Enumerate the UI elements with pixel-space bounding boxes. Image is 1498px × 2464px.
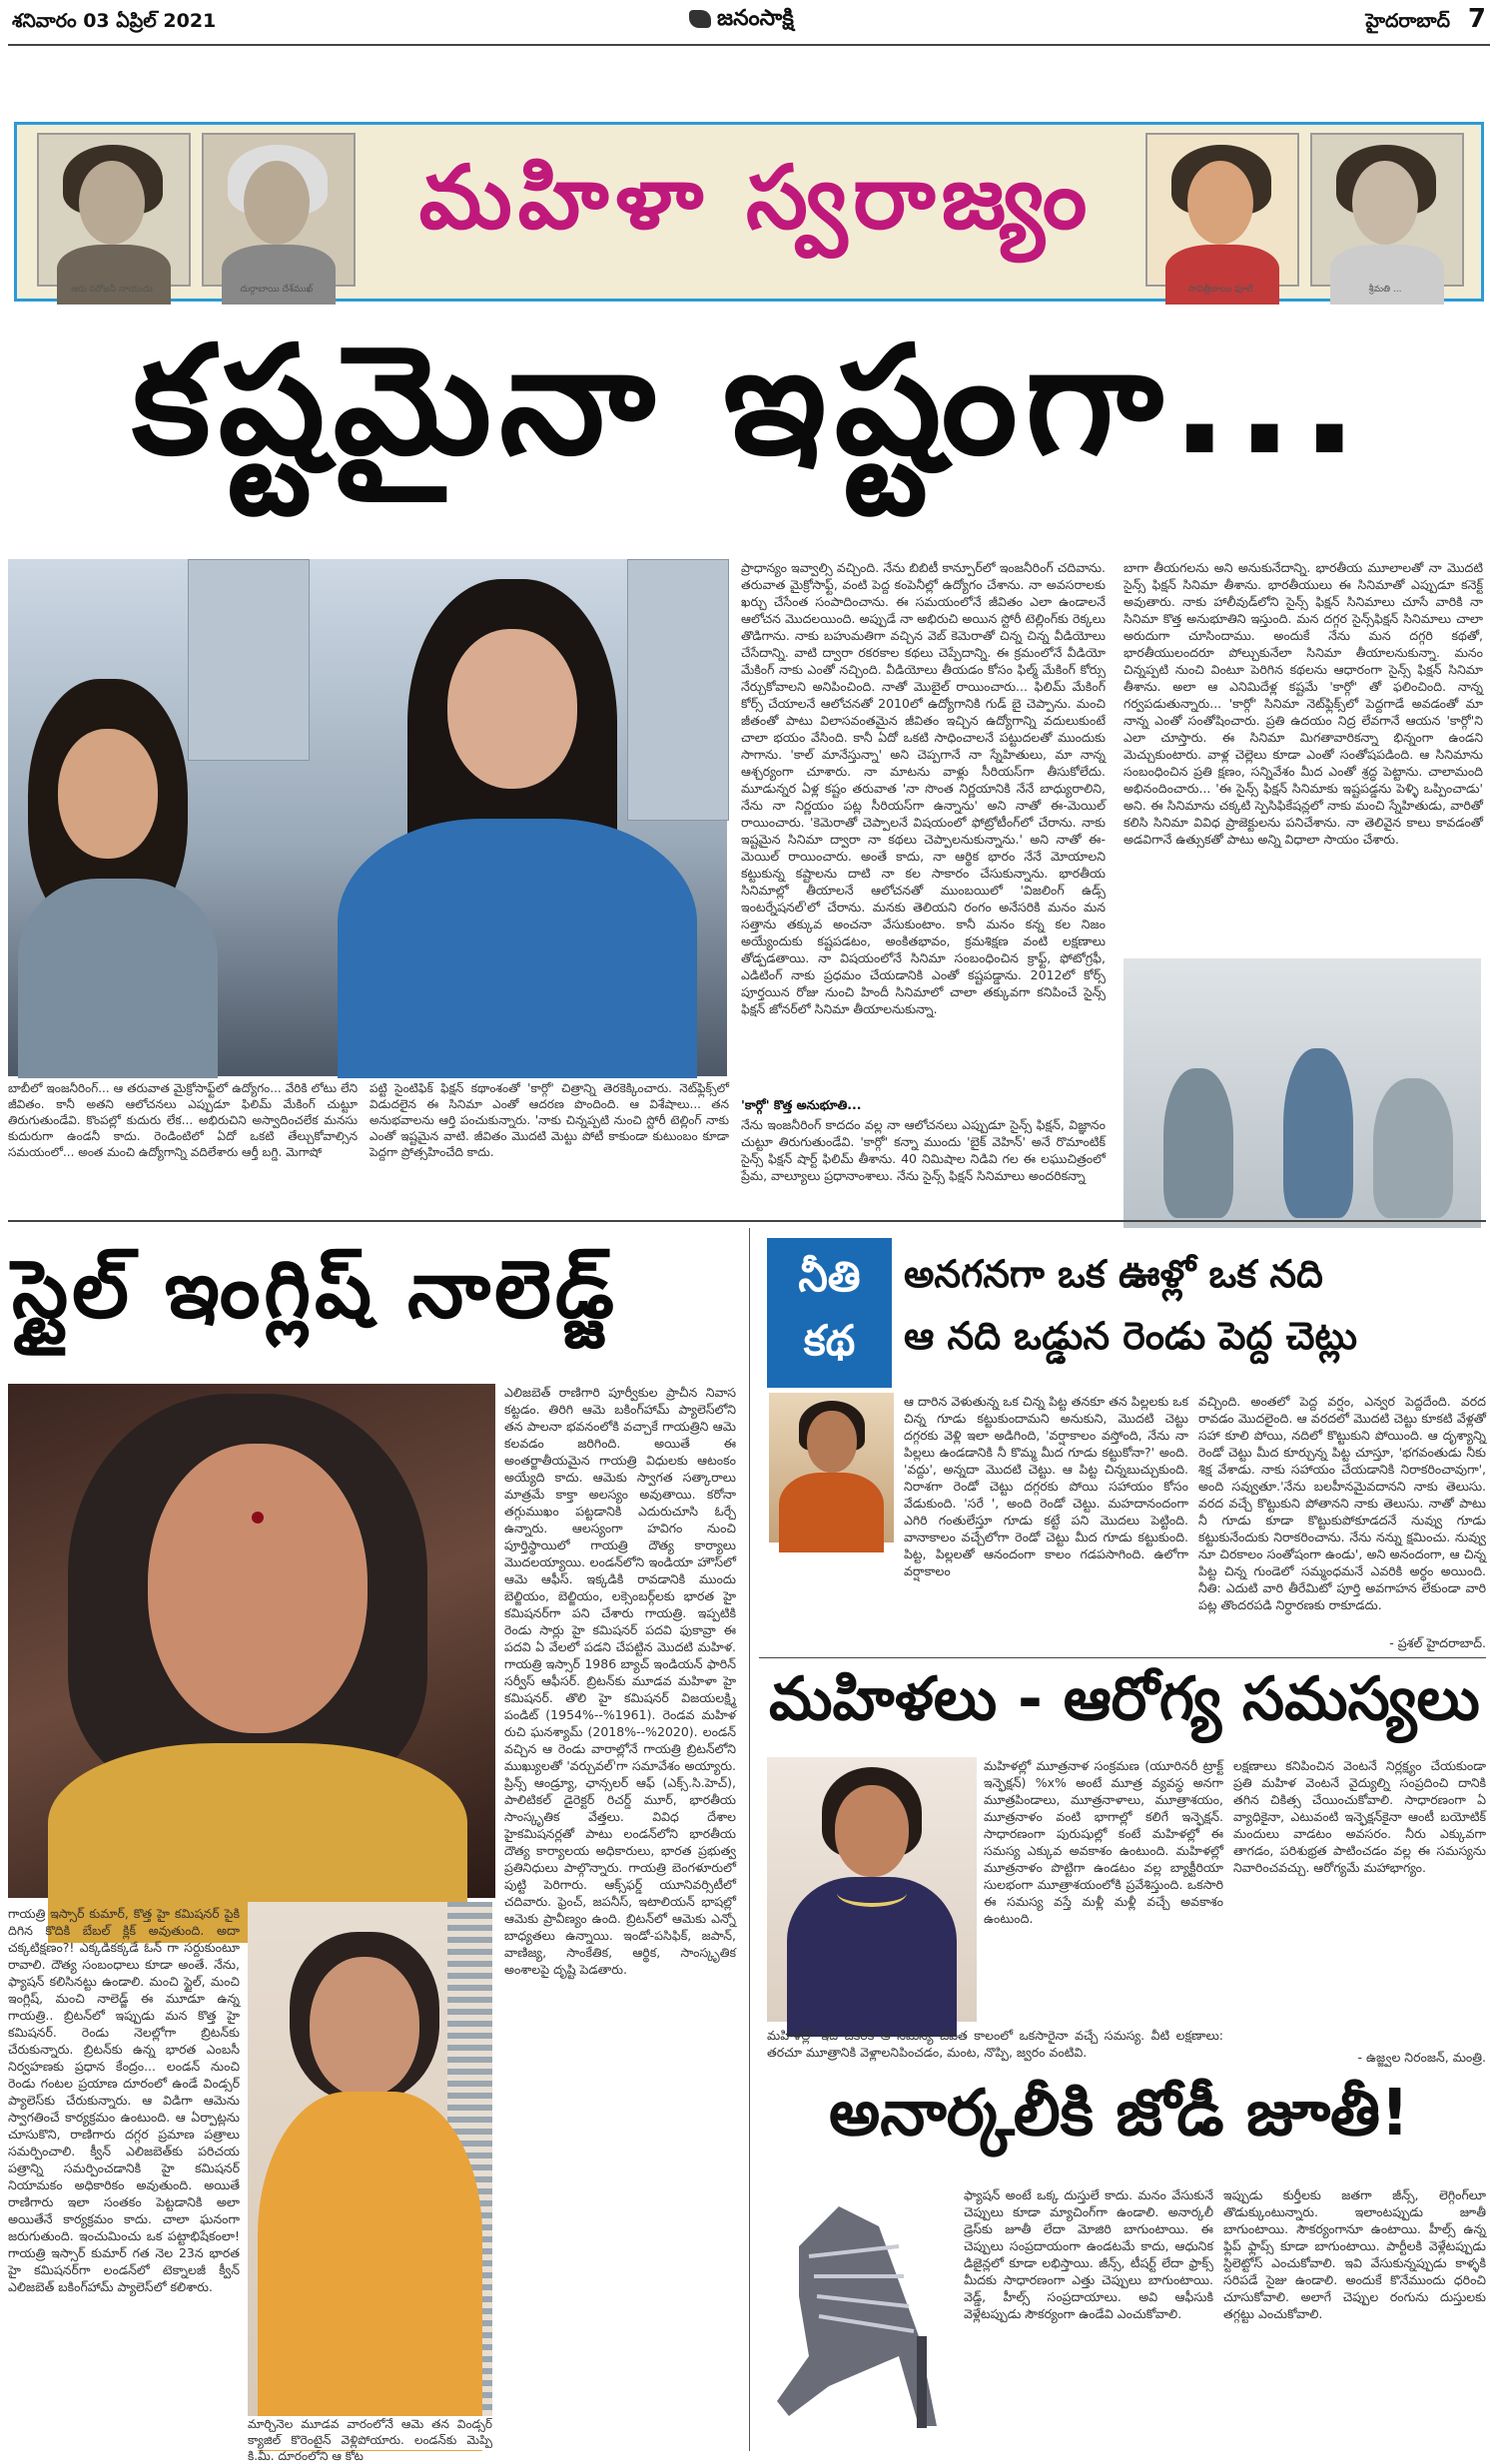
headline-line-2: ఆ నది ఒడ్డున రెండు పెద్ద చెట్లు: [904, 1314, 1357, 1358]
story3-credit: - ప్రశల్ హైదరాబాద్.: [1389, 1635, 1486, 1650]
story4-author-photo: [767, 1757, 977, 2022]
story4-column-2: మహిళల్లో ఇది ఒకరికి ఆ సమస్య జీవిత కాలంలో ఒకసారైనా వచ్చే సమస్య. వీటి లక్షణాలు: తరచూ మూత్రానికి వెళ్లాలనిపించడం, మంట, నొప్పి, జ్వరం వంటివి.: [767, 2028, 1223, 2060]
label-bottom: కథ: [803, 1316, 856, 1365]
pen-nib-icon: [689, 10, 711, 28]
banner-portrait: [1310, 133, 1464, 287]
edition-city: హైదరాబాద్: [1365, 10, 1450, 32]
page-number: 7: [1467, 4, 1486, 34]
story2-photo-2: [248, 1902, 492, 2446]
story2-photo: [8, 1384, 495, 1898]
story5-column-1: ఫ్యాషన్ అంటే ఒక్క దుస్తులే కాదు. మనం వేసుకునే చెప్పులు కూడా మ్యాచింగ్‌గా ఉండాలి. అనార్కలీ డ్రెస్‌కు జూతీ లేదా మోజిరి బాగుంటాయి. ఈ చెప్పులు సంప్రదాయంగా ఉండటమే కాదు, ఆధునిక డిజైన్లలో కూడా లభిస్తాయి. జీన్స్, టీషర్ట్ లేదా ఫ్రాక్స్ మీదకు సాధారణంగా ఎత్తు చెప్పులు బాగుంటాయి. వెడ్డ్, హీల్స్ సంప్రదాయాలు. అవి ఆఫీసుకి వెళ్లేటప్పుడు సౌకర్యంగా ఉండేవి ఎంచుకోవాలి.: [964, 2187, 1213, 2321]
niti-katha-label: [767, 1238, 892, 1388]
label-top: నీతి: [798, 1252, 861, 1301]
section-rule: [759, 1657, 1486, 1658]
story5-shoe-photo: [769, 2186, 957, 2446]
story2-body: ఎలిజబెత్ రాణిగారి పూర్వీకుల ప్రాచీన నివాస కట్టడం. తిరిగి ఆమె బకింగ్‌హామ్ ప్యాలెస్‌లోని తన పాలనా భవనంలోకి వచ్చాకే గాయత్రిని ఆమె కలవడం జరిగింది. అయితే ఈ అంతర్జాతీయమైన గాయత్రి విధులకు ఆటంకం అయ్యేది కాదు. ఆమెకు స్వాగత సత్కారాలు మాత్రమే కాక్తా అలస్యం అవుతాయి. కరోనా తగ్గుముఖం పట్టడానికి ఎదురుచూసి ఓర్చే ఉన్నారు. ఆలస్యంగా హవిగం నుంచి పూర్తిస్థాయిలో గాయత్రి దౌత్య కార్యాలు మొదలయ్యాయి. లండన్‌లోని ఇండియా హౌస్‌లో ఆమె ఆఫీస్. ఇక్కడికి రావడానికి ముందు బెల్జియం, బెల్జియం, లక్సెంబర్గ్‌లకు భారత హై కమిషనర్‌గా పని చేశారు గాయత్రి. ఇప్పటికి రెండు సార్లు హై కమిషనర్ పదవి ఫుకావ్రా ఈ పదవి ఏ వేలలో పడని చేపట్టిన మొదటి మహిళ. గాయత్రి ఇస్సార్ 1986 బ్యాచ్ ఇండియన్ ఫారిన్ సర్వీస్ ఆఫీసర్. బ్రిటన్‌కు మూడవ మహిళా హై కమిషనర్. తొలి హై కమిషనర్ విజయలక్ష్మి పండిట్ (1954%--%1961). రెండవ మహిళ రుచి ఘనశ్యామ్ (2018%--%2020). లండన్ వచ్చిన ఆ రెండు వారాల్లోనే గాయత్రి బ్రిటన్‌లోని ముఖ్యులతో 'వర్చువల్'గా సమావేశం అయ్యారు. ప్రిన్స్ ఆండ్ర్యూ, ఛాన్సలర్ ఆఫ్ (ఎక్స్.సి.హెచ్), పాలిటికల్ డైరెక్టర్ రిచర్డ్ మూర్, భారతీయ సాంస్కృతిక వేత్తలు. వివిధ దేశాల హైకమిషనర్లతో పాటు లండన్‌లోని భారతీయ దౌత్య కార్యాలయ అధికారులు, భారత ప్రభుత్వ ప్రతినిధులు పాల్గొన్నారు. గాయత్రి బెంగళూరులో పుట్టి పెరిగారు. ఆక్స్‌ఫర్డ్ యూనివర్సిటీలో చదివారు. ఫ్రెంచ్, జపనీస్, ఇటాలియన్ భాషల్లో ఆమెకు ప్రావీణ్యం ఉంది. బ్రిటన్‌లో ఆమెకు ఎన్నో బాధ్యతలు ఉన్నాయి. ఇండో-పసిఫిక్, జపాన్, వాణిజ్య, సాంకేతిక, ఆర్థిక, సాంస్కృతిక అంశాలపై దృష్టి పెడతారు.: [504, 1385, 736, 1977]
high-heel-icon: [769, 2186, 957, 2446]
story1-intro: పట్టి సైంటిఫిక్ ఫిక్షన్ కథాంశంతో 'కార్గో' చిత్రాన్ని తెరకెక్కించారు. నెట్‌ఫ్లిక్స్‌లో విడుదలైన ఈ సినిమా ఎంతో ఆదరణ పొందింది. ఆ విశేషాలు... తన అనుభవాలను ఆర్తి పంచుకున్నారు. 'నాకు చిన్నప్పటి నుంచి స్టోరీ టెల్లింగ్ నాకు ఎంతో ఇష్టమైన వాటి. జీవితం మొదటి మెట్టు పోటీ కాకుండా కుటుంబం కూడా పెద్దగా ప్రోత్సహించేది కాదు.: [370, 1081, 729, 1159]
story2-headline: స్టైల్ ఇంగ్లిష్ నాలెడ్జ్: [12, 1243, 618, 1336]
story1-subhead: 'కార్గో' కొత్త అనుభూతి...: [741, 1097, 862, 1112]
portrait-caption: దుర్గాబాయి దేశ్‌ముఖ్: [240, 285, 314, 295]
story3-author-photo: [769, 1393, 894, 1542]
banner-portrait: [37, 133, 191, 287]
story4-column-3: లక్షణాలు కనిపించిన వెంటనే నిర్లక్ష్యం చేయకుండా ప్రతి మహిళ వెంటనే వైద్యుల్ని సంప్రదించి దానికి తగిన చికిత్స చేయించుకోవాలి. సాధారణంగా ఏ వ్యాధికైనా, ఎటువంటి ఇన్ఫెక్షన్‌కైనా ఆంటీ బయోటిక్ మందులు వాడటం అవసరం. నీరు ఎక్కువగా తాగడం, పరిశుభ్రత పాటించడం వల్ల ఈ సమస్యను నివారించవచ్చు. ఆరోగ్యమే మహాభాగ్యం.: [1233, 1758, 1486, 1875]
banner-portrait: [1145, 133, 1299, 287]
story1-headline: కష్టమైనా ఇష్టంగా...: [132, 314, 1366, 488]
story2-photo-2-caption: మార్చినెల మూడవ వారంలోనే ఆమె తన విండ్సర్ క్యాజిల్ కొరెంటైన్ వెళ్లిపోయారు. లండన్‌కు మెప్పి కి.మీ. దూరంలోని ఆ కోట: [248, 2417, 492, 2463]
story1-column-1-tail: నేను ఇంజనీరింగ్ కాదదం వల్ల నా ఆలోచనలు ఎప్పుడూ సైన్స్ ఫిక్షన్, విజ్ఞానం చుట్టూ తిరుగుతుండేవి. 'కార్గో' కన్నా ముందు 'బైక్ వెహిన్' అనే రొమాంటిక్ సైన్స్ ఫిక్షన్ షార్ట్ ఫిలిమ్ తీశాను. 40 నిమిషాల నిడివి గల ఈ లఘుచిత్రంలో ప్రేమ, వాల్యూలు ప్రధానాంశాలు. నేను సైన్స్ ఫిక్షన్ సినిమాలు అందరికన్నా: [741, 1117, 1106, 1183]
header-rule: [8, 44, 1490, 46]
section-rule: [8, 1220, 1486, 1222]
story4-headline: మహిళలు - ఆరోగ్య సమస్యలు: [769, 1664, 1480, 1734]
story2-photo-caption: గాయత్రి ఇస్సార్ కుమార్, కొత్త హై కమిషనర్ పైకి దిగిన కొదికి బేబల్ క్లిక్ అవుతుంది. అదా చక్కటిక్షణం?! ఎక్కడికక్కడే ఓన్ గా సర్దుకుంటూ రావాలి. దౌత్య సంబంధాలు కూడా అంతే. నేను, ఫ్యాషన్ కలిసినట్టు ఉండాలి. మంచి స్టైల్, మంచి ఇంగ్లిష్, మంచి నాలెడ్జ్ ఈ మూడూ ఉన్న గాయత్రి.. బ్రిటన్‌లో ఇప్పుడు మన కొత్త హై కమిషనర్. రెండు నెలల్లోగా బ్రిటన్‌కు చేరుకున్నారు. బ్రిటన్‌కు ఉన్న భారత ఎంబసీ నిర్వహణకు ప్రధాన కేంద్రం... లండన్ నుంచి రెండు గంటల ప్రయాణ దూరంలో ఉండే విండ్సర్ ప్యాలెస్‌కు చేరుకున్నారు. ఆ విడిగా ఆమెను స్వాగతించే కార్యక్రమం ఉంటుంది. ఆ ఏర్పాట్లను చూసుకొని, రాణిగారు దగ్గర ప్రమాణ పత్రాలు సమర్పించాలి. క్వీన్ ఎలిజబెత్‌కు పరిచయ పత్రాన్ని సమర్పించడానికి హై కమిషనర్ నియామకం అధికారికం అవుతుంది. అయితే రాణిగారు ఇలా సంతకం పెట్టడానికి అలా అయితేనే కార్యక్రమం కాదు. చాలా ఘనంగా జరుగుతుంది. ఇంచుమించు ఒక పట్టాభిషేకంలా! గాయత్రి ఇస్సార్ కుమార్ గత నెల 23న భారత హై కమిషనర్‌గా లండన్‌లో టెక్నాలజీ క్వీన్ ఎలిజబెత్ బకింగ్‌హామ్ ప్యాలెస్‌లో కలిశారు.: [8, 1906, 240, 2294]
story4-column-1: మహిళల్లో మూత్రనాళ సంక్రమణ (యూరినరీ ట్రాక్ట్ ఇన్ఫెక్షన్) %x% అంటే మూత్ర వ్యవస్థ అనగా మూత్రపిండాలు, మూత్రనాళాలు, మూత్రాశయం, మూత్రనాళం వంటి భాగాల్లో కలిగే ఇన్ఫెక్షన్. సాధారణంగా పురుషుల్లో కంటే మహిళల్లో ఈ సమస్య ఎక్కువ అవకాశం ఉంటుంది. మహిళల్లో మూత్రనాళం పొట్టిగా ఉండటం వల్ల బ్యాక్టీరియా సులభంగా మూత్రాశయంలోకి ప్రవేశిస్తుంది. ఒకసారి ఈ సమస్య వస్తే మళ్లీ మళ్లీ వచ్చే అవకాశం ఉంటుంది.: [984, 1758, 1223, 1926]
story3-column-1: ఆ దారిన వెళుతున్న ఒక చిన్న పిట్ట తనకూ తన పిల్లలకు ఒక చిన్న గూడు కట్టుకుందామని అనుకుని, మొదటి చెట్టు దగ్గరకు వెళ్లి ఇలా అడిగింది, 'వర్షాకాలం వస్తోంది, నేను నా పిల్లలు ఉండడానికి నీ కొమ్మ మీద గూడు కట్టుకోనా?' అంది. 'వద్దు', అన్నదా మొదటి చెట్టు. ఆ పిట్ట చిన్నబుచ్చుకుంది. నిరాశగా రెండో చెట్టు దగ్గరకు పోయి సహాయం కోసం వేడుకుంది. 'సరే ', అంది రెండో చెట్టు. మహదానందంగా ఎగిరి గంతులేస్తూ గూడు కట్టే పని మొదలు పెట్టింది. వానాకాలం వచ్చేలోగా రెండో చెట్టు మీద గూడు కట్టుకుంది. పిట్ట, పిల్లలతో ఆనందంగా కాలం గడపసాగింది. ఉలోగా వర్షాకాలం: [904, 1394, 1188, 1578]
story1-photo: [8, 559, 727, 1076]
portrait-caption: సావిత్రీబాయి ఫూలే: [1187, 285, 1253, 295]
story3-column-2: వచ్చింది. అంతలో పెద్ద వర్షం, ఎన్వర పెద్దదేంది. వరద రావడం మొదలైంది. ఆ వరదలో మొదటి చెట్టు కూకటి వేళ్లతో సహా కూలి పోయి, నదిలో కొట్టుకుని పోయింది. ఆ దృశ్యాన్ని రెండో చెట్టు మీద కూర్చున్న పిట్ట చూస్తూ, 'భగవంతుడు నీకు శిక్ష వేశాడు. నాకు సహాయం చేయడానికి నిరాకరించావుగా', అంది సవ్వుతూ.'నేను బలహీనమైవదానని నాకు తెలుసు. వరద వచ్చే కొట్టుకుని పోతానని నాకు తెలుసు. నాతో పాటు నీ గూడు కూడా కొట్టుకుపోకూడదనే నువ్వు గూడు కట్టుకునేందుకు నిరాకరించాను. నేను నన్ను క్షమించు. నువ్వు నూ చిరకాలం సంతోషంగా ఉండు', అని అనందంగా, ఆ చిన్న పిట్ట చిన్న గుండెలో సమ్మంధమనే ఎవరికి అర్ధం అయింది. నీతి: ఎదుటి వారి తీరేమిటో పూర్తి అవగాహన లేకుండా వారి పట్ల తొందరపడి నిర్ధారణకు రాకూడదు.: [1198, 1394, 1486, 1612]
portrait-caption: శ్రీమతి ...: [1368, 285, 1402, 295]
portrait-caption: ఆరు సరోజనీ నాయుడు: [71, 285, 153, 295]
story5-column-2: ఇప్పుడు కుర్తీలకు జతగా జీన్స్, లెగ్గింగ్‌లూ తొడుక్కుంటున్నారు. ఇలాంటప్పుడు జూతీ బాగుంటాయి. సౌకర్యంగానూ ఉంటాయి. హీల్స్ ఉన్న ఫ్లిప్ ఫ్లాప్స్ కూడా బాగుంటాయి. పార్టీలకి వెళ్లేటప్పుడు స్టిలెట్టోస్ ఎంచుకోవాలి. ఇవి వేసుకున్నప్పుడు కాళ్ళకి సరిపడే సైజు ఉండాలి. అందుకే కొనేముందు ధరించి చూసుకోవాలి. అలాగే చెప్పుల రంగును దుస్తులకు తగ్గట్టు ఎంచుకోవాలి.: [1223, 2187, 1486, 2321]
headline-line-1: అనగనగా ఒక ఊళ్లో ఒక నది: [904, 1252, 1323, 1296]
paper-name: జనంసాక్షి: [717, 6, 794, 31]
story1-photo-caption: బాబీలో ఇంజనీరింగ్... ఆ తరువాత మైక్రోసాఫ్ట్‌లో ఉద్యోగం... వేరికి లోటు లేని జీవితం. కానీ అతని ఆలోచనలు ఎప్పుడూ ఫిలిమ్ మేకింగ్ చుట్టూ తిరుగుతుండేవి. కొంపల్లో కుదురు లేక... అభిరుచిని అస్వాదించలేక మనసు కుదురుగా ఉండనీ కాదు. రెండింటిలో ఏదో ఒకటి తేల్చుకోవాల్సిన సమయంలో... అంత మంచి ఉద్యోగాన్ని వదిలేశారు ఆర్తీ బగ్డి. మెగాషో: [8, 1081, 358, 1159]
issue-date: శనివారం 03 ఏప్రిల్ 2021: [12, 10, 217, 32]
section-banner: [14, 122, 1484, 302]
story3-headline: [904, 1243, 1488, 1367]
story5-headline: అనార్కలీకి జోడీ జూతీ!: [829, 2077, 1410, 2151]
story1-film-still: [1124, 958, 1481, 1228]
story4-credit: - ఉజ్జ్వల నిరంజన్, మంత్రి.: [1357, 2050, 1486, 2065]
column-divider: [749, 1228, 750, 2451]
masthead-logo: [689, 6, 794, 36]
story1-column-1: ప్రాధాన్యం ఇవ్వాల్సి వచ్చింది. నేను బిబిటీ కాన్పూర్‌లో ఇంజనీరింగ్ చదివాను. తరువాత మైక్రోసాఫ్ట్, వంటి పెద్ద కంపెనీల్లో ఉద్యోగం చేశాను. నా అవసరాలకు ఖర్చు చేసేంత సంపాదించాను. ఈ సమయంలోనే జీవితం ఎలా ఉండాలనే ఆలోచన మొదలయింది. అప్పుడే నా అభిరుచి అయిన స్టోరీ టెల్లింగ్‌కు రెక్కలు తొడిగాను. నాకు బహుమతిగా వచ్చిన వెబ్ కెమెరాతో చిన్న చిన్న వీడియోలు చేసేదాన్ని. వాటి ద్వారా రకరకాల కథలు చెప్పేదాన్ని. ఈ క్రమంలోనే వీడియో మేకింగ్ నాకు ఎంతో నచ్చింది. వీడియోలు తీయడం కోసం ఫిల్మ్ మేకింగ్ కోర్సు నేర్చుకోవాలని అనిపించింది. నాతో మొబైల్ రాయించారు... ఫిలిమ్ మేకింగ్ కోర్స్ చేయాలనే ఆలోచనతో 2010లో ఉద్యోగానికి గుడ్ బై చెప్పాను. మంచి జీతంతో పాటు విలాసవంతమైన జీవితం ఇచ్చిన ఉద్యోగాన్ని వదులుకుంటే చాలా భయం వేసింది. కానీ ఏదో ఒకటి సాధించాలనే పట్టుదలతో ముందుకు సాగాను. 'కాల్ మానేస్తున్నా' అని చెప్పగానే నా స్నేహితులు, మా నాన్న ఆశ్చర్యంగా చూశారు. నా మాటను వాళ్లు సీరియస్‌గా తీసుకోలేదు. మూడున్నర ఏళ్ల కష్టం తరువాత 'నా సొంత నిర్ణయానికి నేనే బాధ్యురాలిని, నేను నా నిర్ణయం పట్ల సీరియస్‌గా ఉన్నాను' అని నాతో ఈ-మెయిల్ రాయించారు. 'కెమెరాతో చెప్పాలనే విషయంలో ఫోట్రోటీంగ్‌లో చేరాను. నాకు ఇష్టమైన సినిమా ద్వారా నా కథలు చెప్పాలనుకున్నాను.' అని నాతో ఈ-మెయిల్ రాయించారు. అంతే కాదు, నా ఆర్థిక భారం నేనే మోయాలని కట్టుకున్న కష్టాలను దాటి నా కల సాకారం చేసుకున్నాను. భారతీయ సినిమాల్లో తీయాలనే ఆలోచనతో ముంబయిలో 'విజలింగ్ ఉడ్స్ ఇంటర్నేషనల్'లో చేరాను. మనకు తెలియని రంగం అనేసరికి మనం మన సత్తాను తక్కువ అంచనా వేసుకుంటాం. కానీ మనం కన్న కల నిజం అయ్యేందుకు కష్టపడటం, అంకితభావం, క్రమశిక్షణ వంటి లక్షణాలు తోడ్పడతాయి. నా విషయంలోనే సినిమా సంబంధించిన క్రాఫ్ట్, ఫోటోగ్రఫీ, ఎడిటింగ్ నాకు ప్రధమం చేయడానికి ఎంతో కష్టపడ్డాను. 2012లో కోర్స్ పూర్తయిన రోజు నుంచి హిందీ సినిమాలో చాలా తక్కువగా కనిపించే సైన్స్ ఫిక్షన్ జోనర్‌లో సినిమా తీయాలనుకున్నా.: [741, 560, 1106, 1016]
banner-title: మహిళా స్వరాజ్యం: [418, 145, 1094, 249]
story1-column-2: బాగా తీయగలను అని అనుకునేదాన్ని. భారతీయ మూలాలతో నా మొదటి సైన్స్ ఫిక్షన్ సినిమా తీశాను. భారతీయులు ఈ సినిమాతో ఎప్పుడూ కనెక్ట్ అవుతారు. నాకు హాలీవుడ్‌లోని సైన్స్ ఫిక్షన్ సినిమాలు చూసే వారికి నా సినిమా కొత్త అనుభూతిని ఇస్తుంది. మన దగ్గర సైన్స్‌ఫిక్షన్ సినిమాలు చాలా అరుదుగా చూసిందాము. అందుకే నేను మన దగ్గరి కథతో, భారతీయులందరూ పోల్చుకునేలా సినిమా తీయాలనుకున్నా. మనం చిన్నప్పటి నుంచి వింటూ పెరిగిన కథలను ఆధారంగా సైన్స్ ఫిక్షన్ సినిమా తీశాను. అలా ఆ ఎనిమిదేళ్ల కష్టమే 'కార్గో' తో ఫలించింది. నాన్న గర్వపడుతున్నారు... 'కార్గో' సినిమా నెట్‌ఫ్లిక్స్‌లో పెద్దగాడే అవడంతో మా నాన్న ఎంతో సంతోషించారు. ప్రతి ఉదయం నిద్ర లేవగానే ఆయన 'కార్గో'ని ఎలా చూస్తారు. ఈ సినిమా మిగతావారికన్నా భిన్నంగా ఉండని మెచ్చుకుంటారు. వాళ్ల చెల్లెలు కూడా ఎంతో సంతోషపడింది. ఆ సినిమాను సంబంధించిన ప్రతి క్షణం, సన్నివేశం మీద ఎంతో శ్రద్ధ పెట్టాను. చాలామంది అభినందించారు... 'ఈ సైన్స్ ఫిక్షన్ సినిమాకు ఇష్టపడ్డను పెళ్ళి ఒప్పించాడు' అని. ఈ సినిమాను చక్కటి స్పెసిఫికేషన్లలో నాకు మంచి స్నేహితుడు, వారితో కలిసి సినిమా వివిధ ప్రాజెక్టులను పనిచేశాను. నా తెలివైన కాలు కావడంతో అడవిగానే ఉత్సుకతో పాటు అన్ని విధాలా సాయం చేశారు.: [1124, 560, 1483, 847]
